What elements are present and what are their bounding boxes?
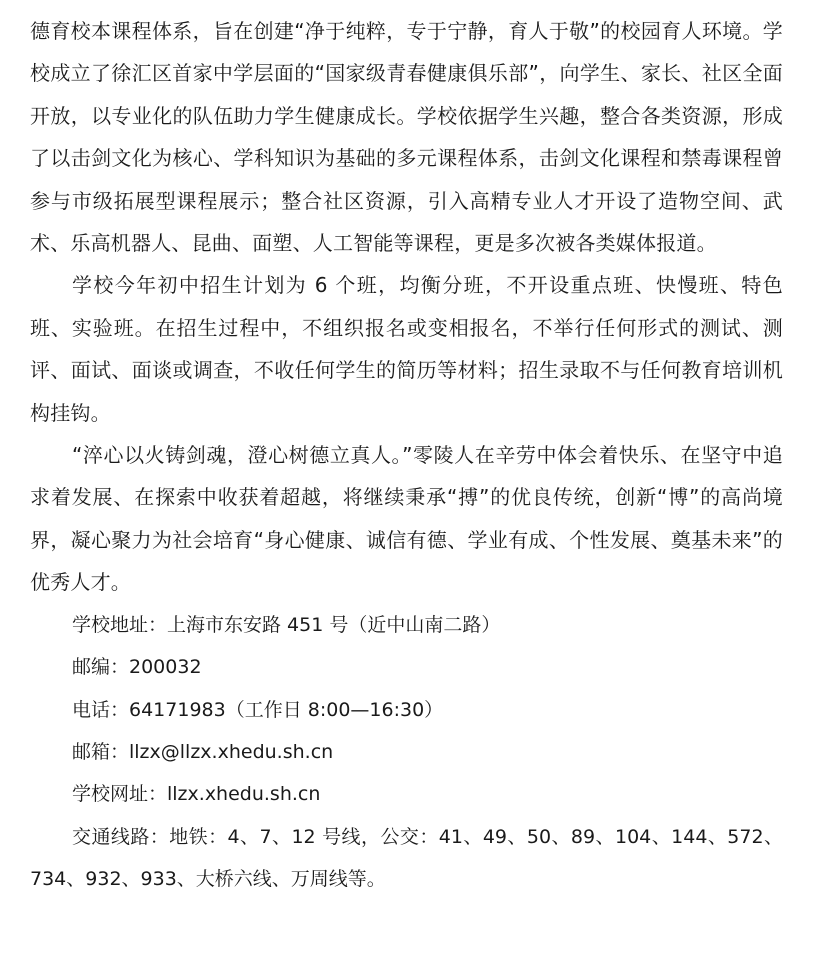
school-postcode: 邮编：200032: [72, 656, 202, 679]
school-transport: 交通线路：地铁：4、7、12 号线，公交：41、49、50、89、104、144、572、734、932、933、大桥六线、万周线等。: [30, 825, 783, 891]
school-address: 学校地址：上海市东安路 451 号（近中山南二路）: [72, 613, 501, 636]
school-website: 学校网址：llzx.xhedu.sh.cn: [72, 783, 321, 806]
paragraph-curriculum: 德育校本课程体系，旨在创建“净于纯粹，专于宁静，育人于敬”的校园育人环境。学校成立了徐汇区首家中学层面的“国家级青春健康俱乐部”，向学生、家长、社区全面开放，以专业化的队伍助力学生健康成长。学校依据学生兴趣，整合各类资源，形成了以击剑文化为核心、学科知识为基础的多元课程体系，击剑文化课程和禁毒课程曾参与市级拓展型课程展示；整合社区资源，引入高精专业人才开设了造物空间、武术、乐高机器人、昆曲、面塑、人工智能等课程，更是多次被各类媒体报道。: [30, 19, 783, 256]
paragraph-enrollment: 学校今年初中招生计划为 6 个班，均衡分班，不开设重点班、快慢班、特色班、实验班。在招生过程中，不组织报名或变相报名，不举行任何形式的测试、测评、面试、面谈或调查，不收任何学生的简历等材料；招生录取不与任何教育培训机构挂钩。: [30, 273, 783, 425]
paragraph-motto: “淬心以火铸剑魂，澄心树德立真人。”零陵人在辛劳中体会着快乐、在坚守中追求着发展、在探索中收获着超越，将继续秉承“搏”的优良传统，创新“博”的高尚境界，凝心聚力为社会培育“身心健康、诚信有德、学业有成、个性发展、奠基未来”的优秀人才。: [30, 443, 783, 595]
school-phone: 电话：64171983（工作日 8:00—16:30）: [72, 698, 444, 721]
school-email: 邮箱：llzx@llzx.xhedu.sh.cn: [72, 740, 334, 763]
